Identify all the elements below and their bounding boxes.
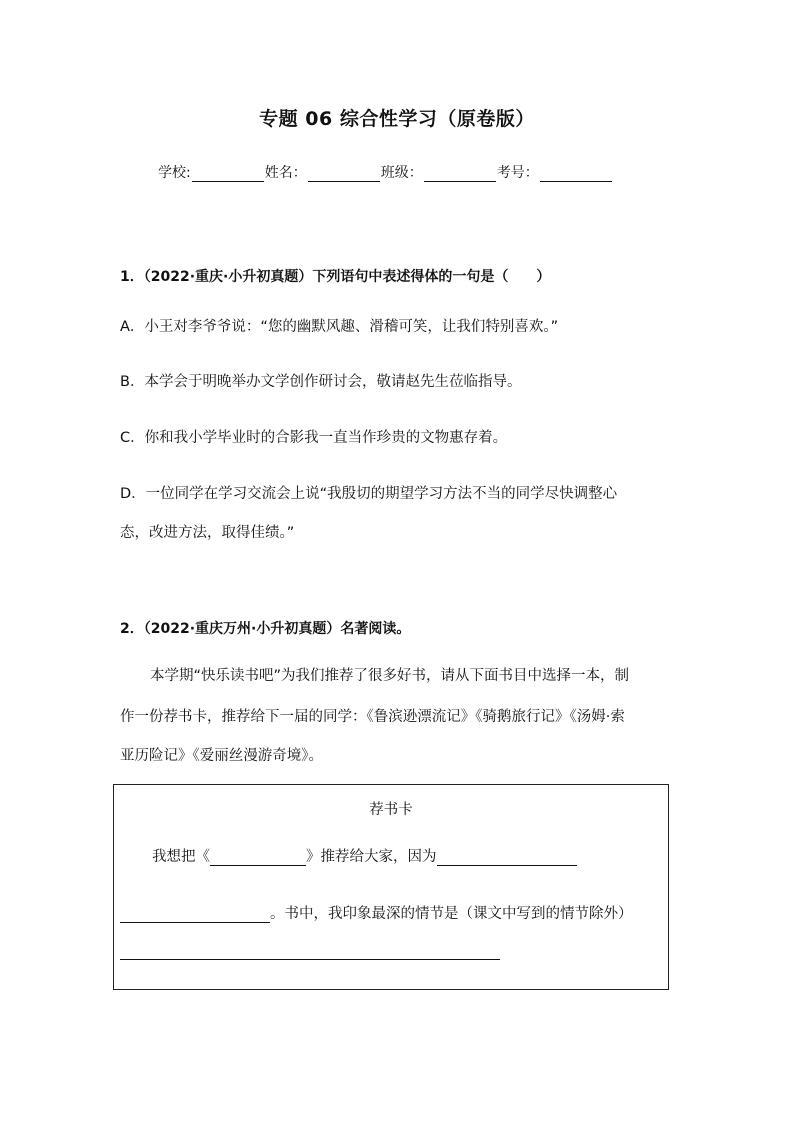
card-line-1 <box>152 845 577 866</box>
question-1-heading: 1．（2022·重庆·小升初真题）下列语句中表述得体的一句是（ ） <box>120 269 551 285</box>
card-line-2-text: 。书中，我印象最深的情节是（课文中写到的情节除外） <box>270 906 633 922</box>
question-1-option-a[interactable]: A．小王对李爷爷说：“您的幽默风趣、滑稽可笑，让我们特别喜欢。” <box>120 319 559 335</box>
question-2-heading: 2．（2022·重庆万州·小升初真题）名著阅读。 <box>120 621 411 637</box>
student-info-row <box>158 162 613 182</box>
question-2-line-3: 亚历险记》《爱丽丝漫游奇境》。 <box>120 748 323 764</box>
question-1-option-d-continued: 态，改进方法，取得佳绩。” <box>120 525 295 541</box>
question-1-option-d[interactable]: D．一位同学在学习交流会上说“我殷切的期望学习方法不当的同学尽快调整心 <box>120 486 618 502</box>
reason-blank[interactable] <box>437 848 577 866</box>
card-line-1-middle: 》推荐给大家，因为 <box>306 849 437 865</box>
question-1-option-c[interactable]: C．你和我小学毕业时的合影我一直当作珍贵的文物惠存着。 <box>120 430 508 446</box>
name-label: 姓名： <box>264 165 307 181</box>
school-label: 学校: <box>158 165 191 181</box>
class-label: 班级： <box>380 165 423 181</box>
exam-number-blank[interactable] <box>540 165 612 182</box>
card-title: 荐书卡 <box>369 802 413 818</box>
book-title-blank[interactable] <box>210 848 306 866</box>
school-blank[interactable] <box>192 165 264 182</box>
question-2-line-2: 作一份荐书卡，推荐给下一届的同学：《鲁滨逊漂流记》《骑鹅旅行记》《汤姆·索 <box>120 709 625 725</box>
reason-continued-blank[interactable] <box>120 905 270 923</box>
question-1-option-b[interactable]: B．本学会于明晚举办文学创作研讨会，敬请赵先生莅临指导。 <box>120 374 522 390</box>
book-recommendation-card <box>113 784 669 990</box>
card-line-1-prefix: 我想把《 <box>152 849 210 865</box>
question-2-line-1: 本学期“快乐读书吧”为我们推荐了很多好书，请从下面书目中选择一本，制 <box>150 668 630 684</box>
exam-number-label: 考号： <box>496 165 539 181</box>
card-line-2 <box>120 902 633 923</box>
name-blank[interactable] <box>308 165 380 182</box>
page-title: 专题 06 综合性学习（原卷版） <box>259 108 535 130</box>
class-blank[interactable] <box>424 165 496 182</box>
memorable-plot-blank[interactable] <box>120 942 500 960</box>
